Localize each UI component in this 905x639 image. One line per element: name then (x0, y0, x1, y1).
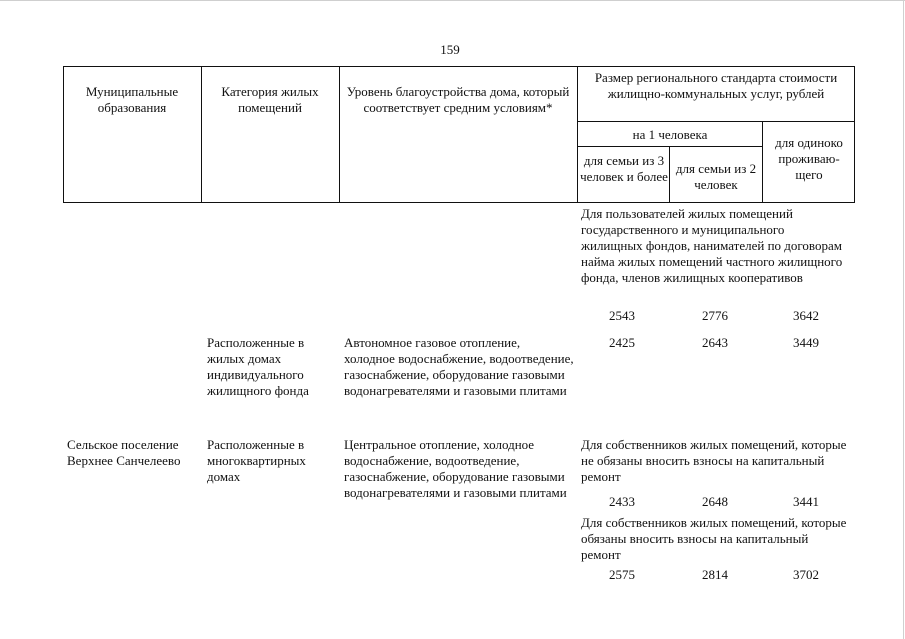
header-standard-size: Размер регионального стандарта стоимости жилищно-коммунальных услуг, рублей (594, 70, 838, 101)
owners-not-obliged-family2: 2648 (702, 494, 728, 509)
apartment-level: Центральное отопление, холодное водоснабжение, водоотведение, газоснабжение, оборудование газовыми водонагревателями и газовыми плитами (344, 437, 567, 500)
users-value-family2: 2776 (702, 308, 728, 323)
owners-obliged-family2: 2814 (702, 567, 728, 582)
individual-category: Расположенные в жилых домах индивидуального жилищного фонда (207, 335, 309, 398)
users-note: Для пользователей жилых помещений государственного и муниципального жилищных фондов, нанимателей по договорам найма жилых помещений частного жилищного фонда, членов жилищных кооперативов (581, 206, 843, 285)
header-single: для одиноко проживаю-щего (775, 135, 843, 182)
individual-value-family2: 2643 (702, 335, 728, 350)
header-housing-category: Категория жилых помещений (221, 84, 319, 115)
apartment-category: Расположенные в многоквартирных домах (207, 437, 306, 484)
owners-not-obliged-family3: 2433 (609, 494, 635, 509)
users-value-single: 3642 (793, 308, 819, 323)
header-family-2: для семьи из 2 человек (675, 161, 757, 192)
individual-value-single: 3449 (793, 335, 819, 350)
users-value-family3: 2543 (609, 308, 635, 323)
owners-obliged-single: 3702 (793, 567, 819, 582)
owners-not-obliged-note: Для собственников жилых помещений, которые не обязаны вносить взносы на капитальный ремонт (581, 437, 847, 484)
owners-obliged-family3: 2575 (609, 567, 635, 582)
individual-level: Автономное газовое отопление, холодное водоснабжение, водоотведение, газоснабжение, оборудование газовыми водонагревателями и газовыми плитами (344, 335, 574, 398)
page-number: 159 (440, 42, 460, 57)
scan-top-edge (0, 0, 905, 1)
municipality-name: Сельское поселение Верхнее Санчелеево (67, 437, 181, 468)
owners-obliged-note: Для собственников жилых помещений, которые обязаны вносить взносы на капитальный ремонт (581, 515, 847, 562)
scan-right-edge (903, 0, 904, 639)
header-family-3: для семьи из 3 человек и более (580, 153, 668, 184)
header-comfort-level: Уровень благоустройства дома, который соответствует средним условиям* (346, 84, 570, 115)
owners-not-obliged-single: 3441 (793, 494, 819, 509)
header-municipalities: Муниципальные образования (85, 84, 179, 115)
header-per-person: на 1 человека (632, 127, 708, 142)
individual-value-family3: 2425 (609, 335, 635, 350)
